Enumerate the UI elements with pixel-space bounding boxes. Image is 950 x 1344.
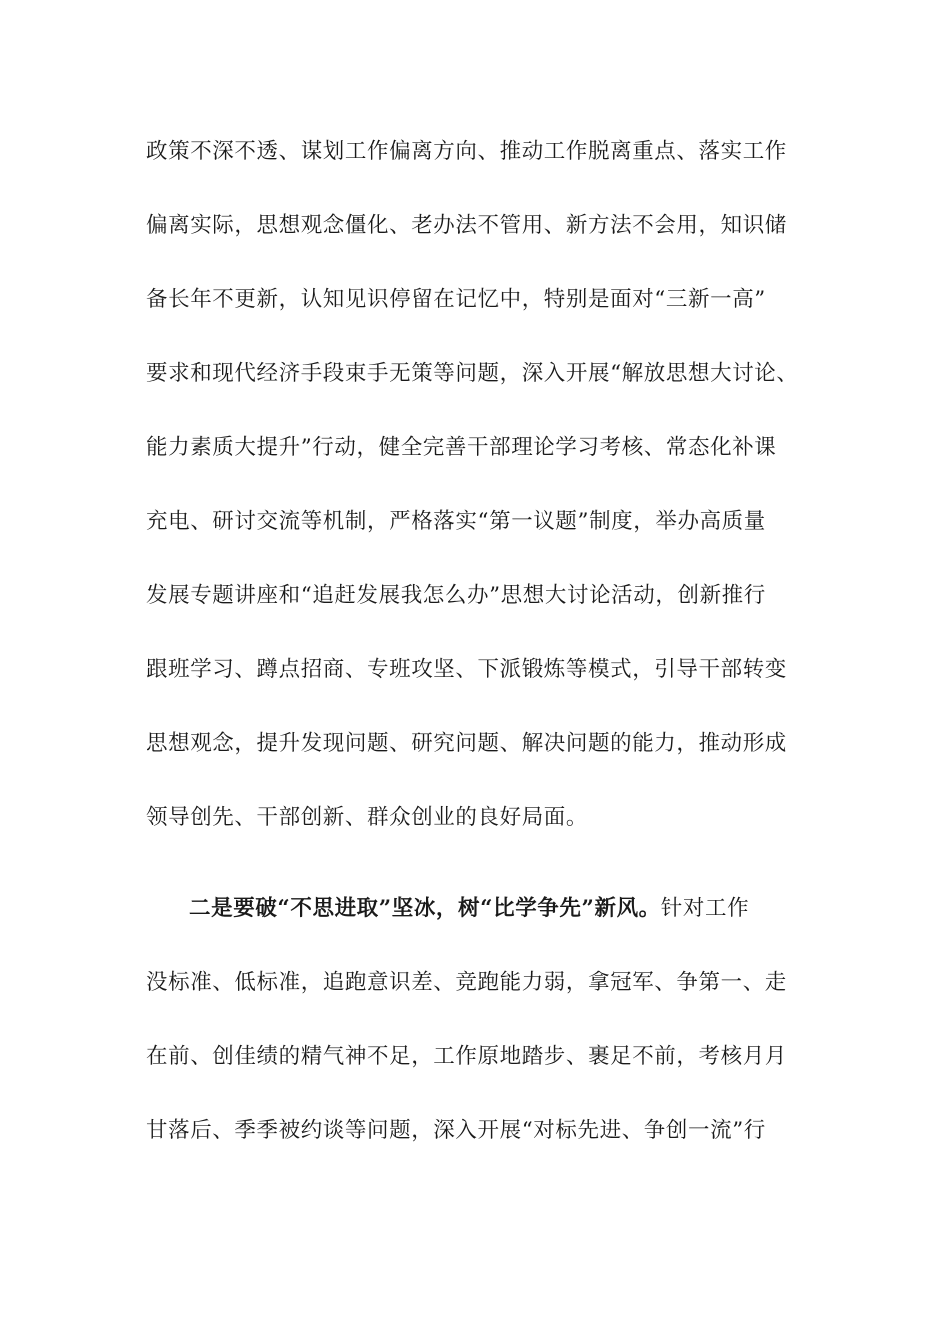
paragraph-1-line-2: 偏离实际，思想观念僵化、老办法不管用、新方法不会用，知识储 [146, 213, 787, 238]
paragraph-1-line-1: 政策不深不透、谋划工作偏离方向、推动工作脱离重点、落实工作 [146, 139, 787, 164]
paragraph-2-line-3: 在前、创佳绩的精气神不足，工作原地踏步、裹足不前，考核月月 [146, 1044, 787, 1069]
paragraph-1-line-9: 思想观念，提升发现问题、研究问题、解决问题的能力，推动形成 [146, 731, 787, 756]
paragraph-1-line-5: 能力素质大提升”行动，健全完善干部理论学习考核、常态化补课 [146, 435, 777, 460]
paragraph-2-first-line [189, 895, 849, 923]
paragraph-2-heading: 二是要破“不思进取”坚冰，树“比学争先”新风。 [189, 896, 661, 921]
paragraph-2-first-line-rest: 针对工作 [660, 896, 750, 921]
paragraph-2-line-2: 没标准、低标准，追跑意识差、竞跑能力弱，拿冠军、争第一、走 [146, 970, 787, 995]
paragraph-1-line-4: 要求和现代经济手段束手无策等问题，深入开展“解放思想大讨论、 [146, 361, 799, 386]
paragraph-1-line-8: 跟班学习、蹲点招商、专班攻坚、下派锻炼等模式，引导干部转变 [146, 657, 787, 682]
paragraph-1-line-10: 领导创先、干部创新、群众创业的良好局面。 [146, 805, 589, 830]
paragraph-1-line-3: 备长年不更新，认知见识停留在记忆中，特别是面对“三新一高” [146, 287, 766, 312]
paragraph-1-line-6: 充电、研讨交流等机制，严格落实“第一议题”制度，举办高质量 [146, 509, 766, 534]
paragraph-1-line-7: 发展专题讲座和“追赶发展我怎么办”思想大讨论活动，创新推行 [146, 583, 766, 608]
paragraph-2-line-4: 甘落后、季季被约谈等问题，深入开展“对标先进、争创一流”行 [146, 1118, 766, 1143]
